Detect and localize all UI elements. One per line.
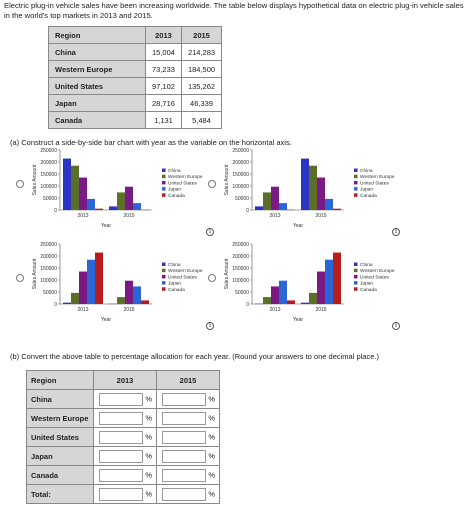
x-tick-label: 2015 — [315, 307, 327, 313]
bar-chart — [206, 240, 436, 330]
pct-input-2013[interactable] — [99, 450, 143, 463]
pct-region-label: Japan — [27, 447, 94, 466]
x-tick-label: 2013 — [269, 213, 281, 219]
table-row — [49, 61, 222, 78]
bar-united-states-2015 — [317, 272, 325, 304]
y-tick-label: 200000 — [40, 160, 57, 166]
legend-swatch — [162, 193, 166, 197]
legend-label: Japan — [360, 187, 374, 193]
pct-row — [27, 428, 220, 447]
legend-label: Western Europe — [360, 269, 395, 275]
x-tick-label: 2013 — [269, 307, 281, 313]
legend-label: Canada — [168, 287, 185, 293]
legend-swatch — [354, 269, 358, 273]
y-axis-label: Sales Amount — [224, 164, 230, 196]
legend-swatch — [162, 181, 166, 185]
header-2013: 2013 — [146, 27, 182, 44]
percent-sign: % — [145, 450, 152, 460]
legend-label: United States — [360, 275, 389, 281]
y-tick-label: 50000 — [235, 290, 249, 296]
bar-united-states-2013 — [271, 286, 279, 304]
legend-label: Western Europe — [360, 175, 395, 181]
part-b-prompt: (b) Convert the above table to percentage allocation for each year. (Round your answers to one decimal place.) — [10, 352, 379, 361]
pct-input-2013[interactable] — [99, 412, 143, 425]
pct-row — [27, 447, 220, 466]
legend-label: Canada — [360, 193, 377, 199]
region-cell: Western Europe — [49, 61, 146, 78]
bar-japan-2013 — [279, 203, 287, 210]
legend-label: United States — [168, 181, 197, 187]
pct-cell-2013 — [94, 390, 157, 409]
y-tick-label: 100000 — [40, 184, 57, 190]
y-tick-label: 250000 — [40, 242, 57, 248]
bar-japan-2013 — [87, 199, 95, 210]
pct-row — [27, 390, 220, 409]
table-row — [49, 78, 222, 95]
pct-input-2013[interactable] — [99, 469, 143, 482]
y-tick-label: 150000 — [40, 172, 57, 178]
pct-cell-2013 — [94, 409, 157, 428]
legend-swatch — [162, 263, 166, 267]
legend-swatch — [162, 275, 166, 279]
info-icon[interactable]: i — [392, 228, 400, 236]
pct-cell-2013 — [94, 428, 157, 447]
pct-input-2013[interactable] — [99, 488, 143, 501]
y-tick-label: 150000 — [232, 172, 249, 178]
pct-cell-2015 — [157, 409, 220, 428]
value-2013-cell: 97,102 — [146, 78, 182, 95]
info-icon[interactable]: i — [392, 322, 400, 330]
pct-header-2015: 2015 — [157, 371, 220, 390]
bar-china-2015 — [301, 303, 309, 304]
value-2015-cell: 135,262 — [181, 78, 221, 95]
pct-region-label: Total: — [27, 485, 94, 504]
bar-western-europe-2013 — [263, 297, 271, 304]
bar-western-europe-2013 — [71, 293, 79, 304]
pct-header-region: Region — [27, 371, 94, 390]
legend-swatch — [354, 281, 358, 285]
y-tick-label: 150000 — [232, 266, 249, 272]
pct-input-2015[interactable] — [162, 412, 206, 425]
legend-swatch — [354, 275, 358, 279]
region-cell: Canada — [49, 112, 146, 129]
bar-canada-2013 — [95, 253, 103, 304]
percent-sign: % — [145, 431, 152, 441]
y-tick-label: 50000 — [43, 290, 57, 296]
pct-row — [27, 409, 220, 428]
value-2015-cell: 46,339 — [181, 95, 221, 112]
pct-cell-2013 — [94, 485, 157, 504]
table-header-row — [49, 27, 222, 44]
pct-cell-2015 — [157, 485, 220, 504]
bar-china-2015 — [301, 159, 309, 210]
y-tick-label: 200000 — [232, 160, 249, 166]
legend-label: Western Europe — [168, 269, 203, 275]
percent-sign: % — [145, 412, 152, 422]
bar-japan-2015 — [325, 199, 333, 210]
x-axis-label: Year — [100, 317, 112, 323]
bar-canada-2013 — [287, 300, 295, 304]
legend-label: China — [360, 169, 373, 174]
pct-row — [27, 485, 220, 504]
legend-label: United States — [360, 181, 389, 187]
bar-china-2013 — [63, 303, 71, 304]
pct-cell-2015 — [157, 466, 220, 485]
percent-sign: % — [208, 393, 215, 403]
legend-swatch — [354, 175, 358, 179]
legend-swatch — [162, 175, 166, 179]
bar-united-states-2013 — [79, 178, 87, 210]
pct-region-label: United States — [27, 428, 94, 447]
legend-label: Canada — [360, 287, 377, 293]
y-tick-label: 200000 — [232, 254, 249, 260]
bar-western-europe-2015 — [309, 166, 317, 210]
bar-canada-2015 — [333, 209, 341, 210]
x-tick-label: 2015 — [123, 213, 135, 219]
pct-input-2013[interactable] — [99, 393, 143, 406]
legend-label: Western Europe — [168, 175, 203, 181]
legend-label: Japan — [168, 281, 182, 287]
y-tick-label: 0 — [54, 302, 57, 308]
pct-region-label: Western Europe — [27, 409, 94, 428]
pct-cell-2015 — [157, 390, 220, 409]
legend-swatch — [354, 287, 358, 291]
chart-option-top-right — [206, 146, 436, 238]
pct-header-2013: 2013 — [94, 371, 157, 390]
legend-swatch — [162, 287, 166, 291]
y-tick-label: 0 — [246, 302, 249, 308]
y-tick-label: 100000 — [232, 278, 249, 284]
pct-cell-2013 — [94, 466, 157, 485]
percent-sign: % — [208, 412, 215, 422]
y-tick-label: 50000 — [235, 196, 249, 202]
x-axis-label: Year — [292, 223, 304, 229]
bar-japan-2015 — [133, 203, 141, 210]
pct-input-2015[interactable] — [162, 469, 206, 482]
region-cell: China — [49, 44, 146, 61]
info-icon[interactable]: i — [206, 228, 214, 236]
legend-swatch — [354, 181, 358, 185]
header-2015: 2015 — [181, 27, 221, 44]
pct-input-2013[interactable] — [99, 431, 143, 444]
bar-canada-2015 — [333, 253, 341, 304]
legend-swatch — [354, 263, 358, 267]
y-tick-label: 200000 — [40, 254, 57, 260]
legend-swatch — [162, 187, 166, 191]
bar-united-states-2015 — [125, 281, 133, 304]
y-axis-label: Sales Amount — [32, 164, 38, 196]
table-row — [49, 95, 222, 112]
percent-sign: % — [145, 393, 152, 403]
header-region: Region — [49, 27, 146, 44]
legend-swatch — [354, 187, 358, 191]
y-tick-label: 250000 — [40, 148, 57, 154]
bar-western-europe-2015 — [117, 192, 125, 210]
chart-option-bottom-right — [206, 240, 436, 332]
bar-japan-2013 — [279, 281, 287, 304]
bar-china-2015 — [109, 206, 117, 210]
region-cell: Japan — [49, 95, 146, 112]
sales-table — [48, 26, 222, 129]
pct-input-2015[interactable] — [162, 431, 206, 444]
y-axis-label: Sales Amount — [224, 258, 230, 290]
y-tick-label: 0 — [54, 208, 57, 214]
bar-united-states-2015 — [125, 187, 133, 210]
pct-region-label: China — [27, 390, 94, 409]
legend-swatch — [162, 269, 166, 273]
legend-swatch — [162, 169, 166, 173]
value-2013-cell: 1,131 — [146, 112, 182, 129]
bar-japan-2015 — [133, 286, 141, 304]
pct-cell-2015 — [157, 447, 220, 466]
x-axis-label: Year — [100, 223, 112, 229]
bar-united-states-2013 — [271, 187, 279, 210]
percent-sign: % — [208, 469, 215, 479]
x-tick-label: 2013 — [77, 213, 89, 219]
table-row — [49, 112, 222, 129]
bar-western-europe-2015 — [117, 297, 125, 304]
legend-swatch — [354, 193, 358, 197]
y-tick-label: 250000 — [232, 148, 249, 154]
legend-label: China — [360, 263, 373, 268]
pct-row — [27, 466, 220, 485]
pct-header-row — [27, 371, 220, 390]
x-tick-label: 2013 — [77, 307, 89, 313]
bar-canada-2015 — [141, 300, 149, 304]
percent-sign: % — [145, 488, 152, 498]
pct-input-2015[interactable] — [162, 450, 206, 463]
y-tick-label: 0 — [246, 208, 249, 214]
value-2013-cell: 28,716 — [146, 95, 182, 112]
part-a-prompt: (a) Construct a side-by-side bar chart with year as the variable on the horizontal axis. — [10, 138, 292, 147]
value-2013-cell: 15,004 — [146, 44, 182, 61]
bar-japan-2015 — [325, 260, 333, 304]
pct-region-label: Canada — [27, 466, 94, 485]
value-2015-cell: 184,500 — [181, 61, 221, 78]
pct-cell-2015 — [157, 428, 220, 447]
legend-label: Japan — [360, 281, 374, 287]
x-axis-label: Year — [292, 317, 304, 323]
y-tick-label: 50000 — [43, 196, 57, 202]
y-tick-label: 100000 — [232, 184, 249, 190]
legend-swatch — [162, 281, 166, 285]
bar-united-states-2015 — [317, 178, 325, 210]
bar-western-europe-2013 — [263, 192, 271, 210]
bar-japan-2013 — [87, 260, 95, 304]
legend-label: Canada — [168, 193, 185, 199]
y-tick-label: 250000 — [232, 242, 249, 248]
pct-input-2015[interactable] — [162, 393, 206, 406]
pct-input-2015[interactable] — [162, 488, 206, 501]
value-2015-cell: 5,484 — [181, 112, 221, 129]
legend-label: Japan — [168, 187, 182, 193]
y-tick-label: 150000 — [40, 266, 57, 272]
y-axis-label: Sales Amount — [32, 258, 38, 290]
region-cell: United States — [49, 78, 146, 95]
table-row — [49, 44, 222, 61]
x-tick-label: 2015 — [123, 307, 135, 313]
percent-sign: % — [145, 469, 152, 479]
bar-china-2013 — [63, 159, 71, 210]
legend-label: United States — [168, 275, 197, 281]
value-2015-cell: 214,283 — [181, 44, 221, 61]
bar-united-states-2013 — [79, 272, 87, 304]
problem-intro: Electric plug-in vehicle sales have been increasing worldwide. The table below displays hypothetical data on electric plug-in vehicle sales in the world's top markets in 2013 and 2015. — [4, 1, 464, 20]
percent-sign: % — [208, 431, 215, 441]
bar-china-2013 — [255, 206, 263, 210]
bar-western-europe-2015 — [309, 293, 317, 304]
value-2013-cell: 73,233 — [146, 61, 182, 78]
percent-sign: % — [208, 488, 215, 498]
percent-sign: % — [208, 450, 215, 460]
info-icon[interactable]: i — [206, 322, 214, 330]
y-tick-label: 100000 — [40, 278, 57, 284]
pct-cell-2013 — [94, 447, 157, 466]
legend-label: China — [168, 263, 181, 268]
legend-label: China — [168, 169, 181, 174]
legend-swatch — [354, 169, 358, 173]
bar-chart — [206, 146, 436, 236]
bar-western-europe-2013 — [71, 166, 79, 210]
bar-canada-2013 — [95, 209, 103, 210]
percentage-table — [26, 370, 220, 504]
x-tick-label: 2015 — [315, 213, 327, 219]
